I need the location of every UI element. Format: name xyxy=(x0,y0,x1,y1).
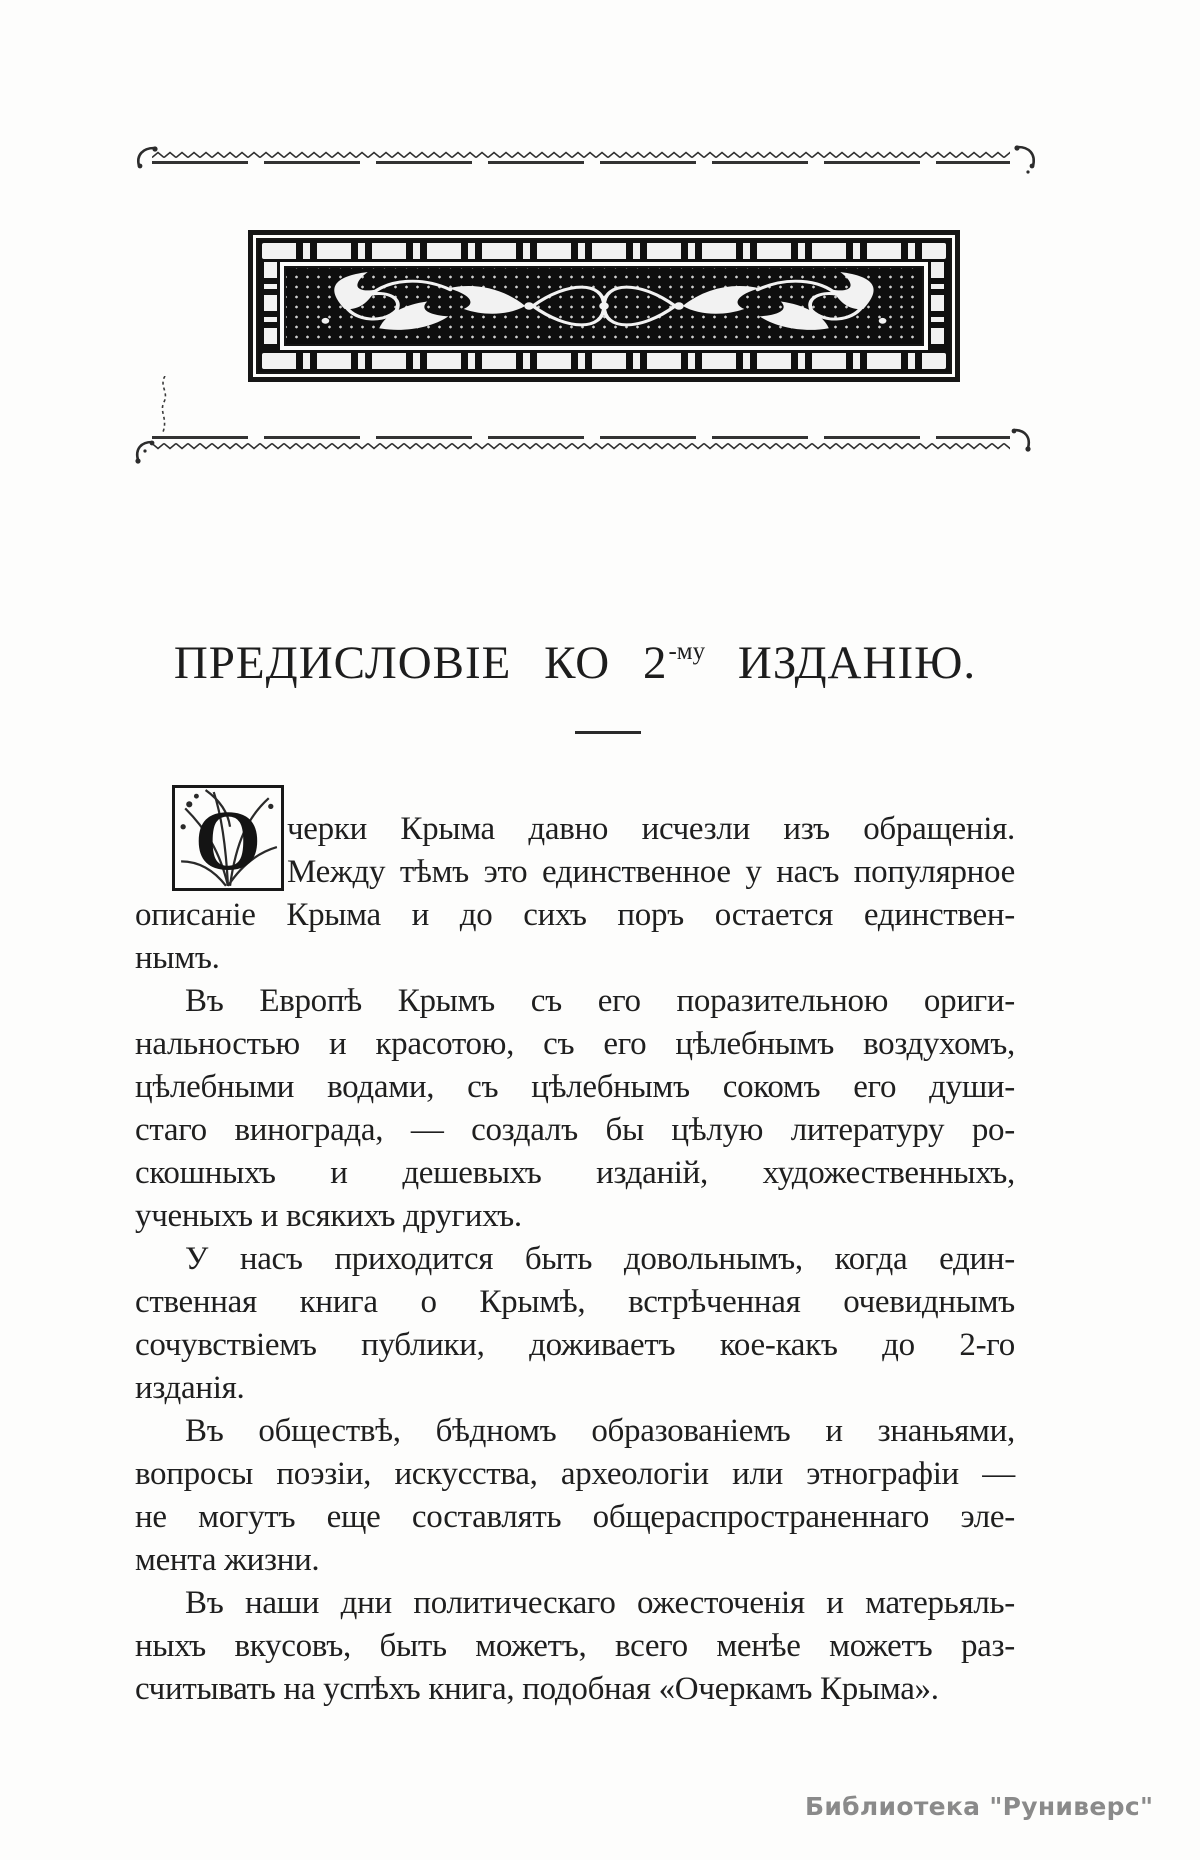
chapter-title xyxy=(135,636,1015,690)
dropcap-letter: О xyxy=(194,792,262,888)
dashed-line xyxy=(152,161,1010,164)
top-border-rule xyxy=(152,150,1010,164)
text-line: Между тѣмъ это единственное у насъ популярное xyxy=(287,854,1015,890)
dash-dot-column-left xyxy=(264,262,277,350)
header-ornament-band xyxy=(248,230,960,382)
ornament-frame xyxy=(256,238,952,374)
text-line: ственная книга о Крымѣ, встрѣченная очевиднымъ xyxy=(135,1284,1015,1320)
text-line: вопросы поэзіи, искусства, археологіи или этнографіи — xyxy=(135,1456,1015,1492)
title-superscript: -му xyxy=(668,638,706,665)
body-text xyxy=(135,808,1015,1711)
text-line: Въ Европѣ Крымъ съ его поразительною ориги- xyxy=(185,983,1015,1019)
text-line: мента жизни. xyxy=(135,1542,320,1578)
text-line: Въ обществѣ, бѣдномъ образованіемъ и знаньями, xyxy=(185,1413,1015,1449)
title-text: ПРЕДИСЛОВІЕ КО 2 xyxy=(173,637,668,689)
text-line: не могутъ еще составлять общераспространеннаго эле- xyxy=(135,1499,1015,1535)
paragraph xyxy=(135,1582,1015,1711)
zigzag-line xyxy=(152,150,1010,159)
dash-dot-row-bottom xyxy=(262,353,946,369)
dash-dot-column-right xyxy=(931,262,944,350)
dash-dot-row-top xyxy=(262,243,946,259)
paragraph xyxy=(135,1238,1015,1410)
text-line: сочувствіемъ публики, доживаетъ кое-какъ до 2-го xyxy=(135,1327,1015,1363)
top-right-flourish-icon xyxy=(1012,140,1038,174)
dashed-line xyxy=(152,436,1010,439)
floral-engraving xyxy=(280,262,928,350)
title-divider xyxy=(575,731,641,734)
text-line: изданія. xyxy=(135,1370,245,1406)
bottom-right-flourish-icon xyxy=(1008,424,1034,454)
bottom-border-rule xyxy=(152,436,1010,450)
paragraph xyxy=(135,1410,1015,1582)
watermark: Библиотека "Руниверс" xyxy=(805,1792,1154,1821)
text-line: У насъ приходится быть довольнымъ, когда един- xyxy=(185,1241,1015,1277)
paragraph xyxy=(135,808,1015,980)
text-line: описаніе Крыма и до сихъ поръ остается единствен- xyxy=(135,897,1015,933)
text-line: нальностью и красотою, съ его цѣлебнымъ воздухомъ, xyxy=(135,1026,1015,1062)
zigzag-line xyxy=(152,441,1010,450)
left-margin-squiggle-icon xyxy=(158,376,170,439)
text-line: стаго винограда, — создалъ бы цѣлую литературу ро- xyxy=(135,1112,1015,1148)
floral-scrollwork-icon xyxy=(287,269,921,343)
text-line: ныхъ вкусовъ, быть можетъ, всего менѣе можетъ раз- xyxy=(135,1628,1015,1664)
text-line: нымъ. xyxy=(135,940,220,976)
title-text-2: ИЗДАНІЮ. xyxy=(705,637,977,689)
text-line: скошныхъ и дешевыхъ изданій, художественныхъ, xyxy=(135,1155,1015,1191)
text-line: цѣлебными водами, съ цѣлебнымъ сокомъ его души- xyxy=(135,1069,1015,1105)
text-line: Въ наши дни политическаго ожесточенія и матерьяль- xyxy=(185,1585,1015,1621)
paragraph xyxy=(135,980,1015,1238)
text-line: ученыхъ и всякихъ другихъ. xyxy=(135,1198,522,1234)
text-line: черки Крыма давно исчезли изъ обращенія. xyxy=(287,811,1015,847)
text-line: считывать на успѣхъ книга, подобная «Очеркамъ Крыма». xyxy=(135,1671,939,1707)
